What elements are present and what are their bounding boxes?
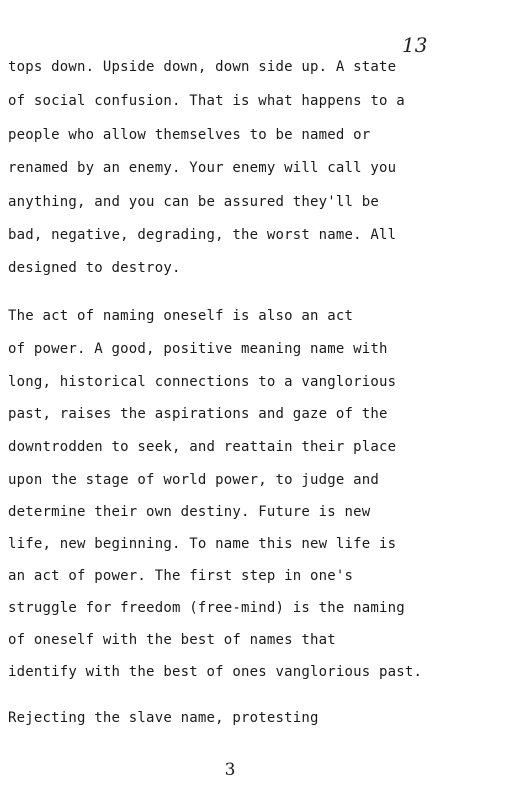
text-line: anything, and you can be assured they'll be [8, 194, 380, 210]
handwritten-page-number: 13 [402, 33, 428, 57]
page-number: 3 [224, 760, 236, 780]
text-line: an act of power. The first step in one's [8, 568, 354, 584]
text-line: identify with the best of ones vanglorious past. [8, 664, 423, 680]
text-line: of power. A good, positive meaning name with [8, 341, 388, 357]
text-line: Rejecting the slave name, protesting [8, 710, 319, 726]
text-line: life, new beginning. To name this new life is [8, 536, 397, 552]
text-line: designed to destroy. [8, 260, 181, 276]
text-line: upon the stage of world power, to judge and [8, 472, 380, 488]
text-line: long, historical connections to a vanglorious [8, 374, 397, 390]
text-line: past, raises the aspirations and gaze of the [8, 406, 388, 422]
text-line: downtrodden to seek, and reattain their place [8, 439, 397, 455]
text-line: renamed by an enemy. Your enemy will call you [8, 160, 397, 176]
text-line: of social confusion. That is what happens to a [8, 93, 405, 109]
text-line: The act of naming oneself is also an act [8, 308, 354, 324]
text-line: people who allow themselves to be named or [8, 127, 371, 143]
text-line: of oneself with the best of names that [8, 632, 336, 648]
text-line: struggle for freedom (free-mind) is the naming [8, 600, 405, 616]
text-line: bad, negative, degrading, the worst name. All [8, 227, 397, 243]
text-line: tops down. Upside down, down side up. A state [8, 59, 397, 75]
text-line: determine their own destiny. Future is new [8, 504, 371, 520]
